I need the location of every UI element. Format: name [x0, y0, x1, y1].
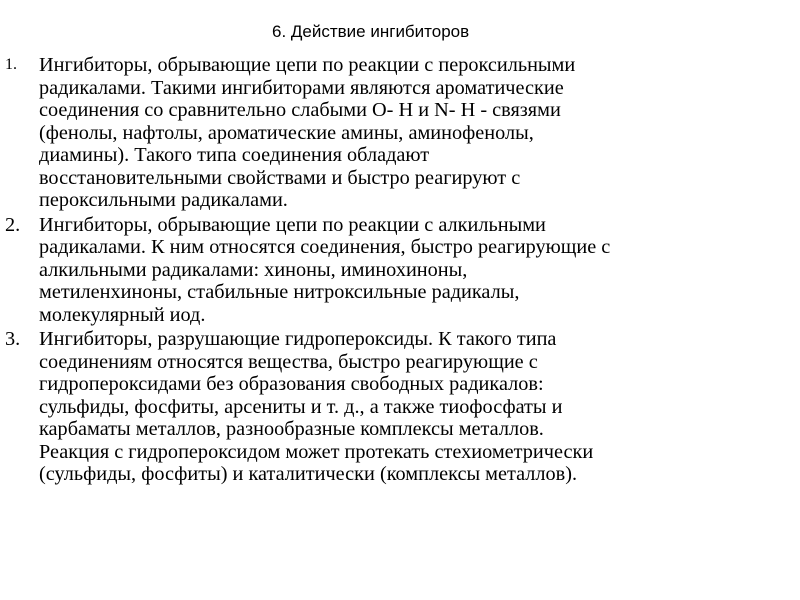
item-number: 1.	[5, 56, 17, 73]
item-line: соединения со сравнительно слабыми О- Н и N- Н - связями	[39, 99, 561, 121]
item-line: метиленхиноны, стабильные нитроксильные радикалы,	[39, 281, 520, 303]
slide-title: 6. Действие ингибиторов	[272, 22, 470, 41]
item-line: соединениям относятся вещества, быстро реагирующие с	[39, 350, 538, 373]
item-line: диамины). Такого типа соединения обладают	[39, 144, 430, 166]
item-line: радикалами. К ним относятся соединения, быстро реагирующие с	[39, 236, 611, 258]
inhibitor-list	[5, 54, 795, 488]
item-line: радикалами. Такими ингибиторами являются ароматические	[39, 76, 564, 99]
list-item	[5, 214, 795, 327]
item-line: молекулярный иод.	[39, 303, 206, 326]
item-line: гидропероксидами без образования свободных радикалов:	[39, 373, 544, 395]
item-line: сульфиды, фосфиты, арсениты и т. д., а также тиофосфаты и	[39, 395, 563, 418]
item-number: 3.	[5, 328, 21, 350]
item-line: Ингибиторы, обрывающие цепи по реакции с пероксильными	[39, 54, 576, 76]
item-line: восстановительными свойствами и быстро реагируют с	[39, 166, 521, 189]
item-line: (сульфиды, фосфиты) и каталитически (комплексы металлов).	[39, 463, 578, 485]
item-line: алкильными радикалами: хиноны, иминохиноны,	[39, 258, 468, 281]
item-line: Реакция с гидропероксидом может протекать стехиометрически	[39, 440, 594, 463]
item-line: Ингибиторы, разрушающие гидропероксиды. К такого типа	[39, 328, 557, 350]
item-number: 2.	[5, 213, 21, 236]
item-line: пероксильными радикалами.	[39, 189, 288, 211]
list-item	[5, 54, 795, 212]
item-line: Ингибиторы, обрывающие цепи по реакции с алкильными	[39, 213, 546, 236]
list-item	[5, 328, 795, 486]
item-line: карбаматы металлов, разнообразные комплексы металлов.	[39, 418, 544, 440]
item-line: (фенолы, нафтолы, ароматические амины, аминофенолы,	[39, 121, 534, 144]
